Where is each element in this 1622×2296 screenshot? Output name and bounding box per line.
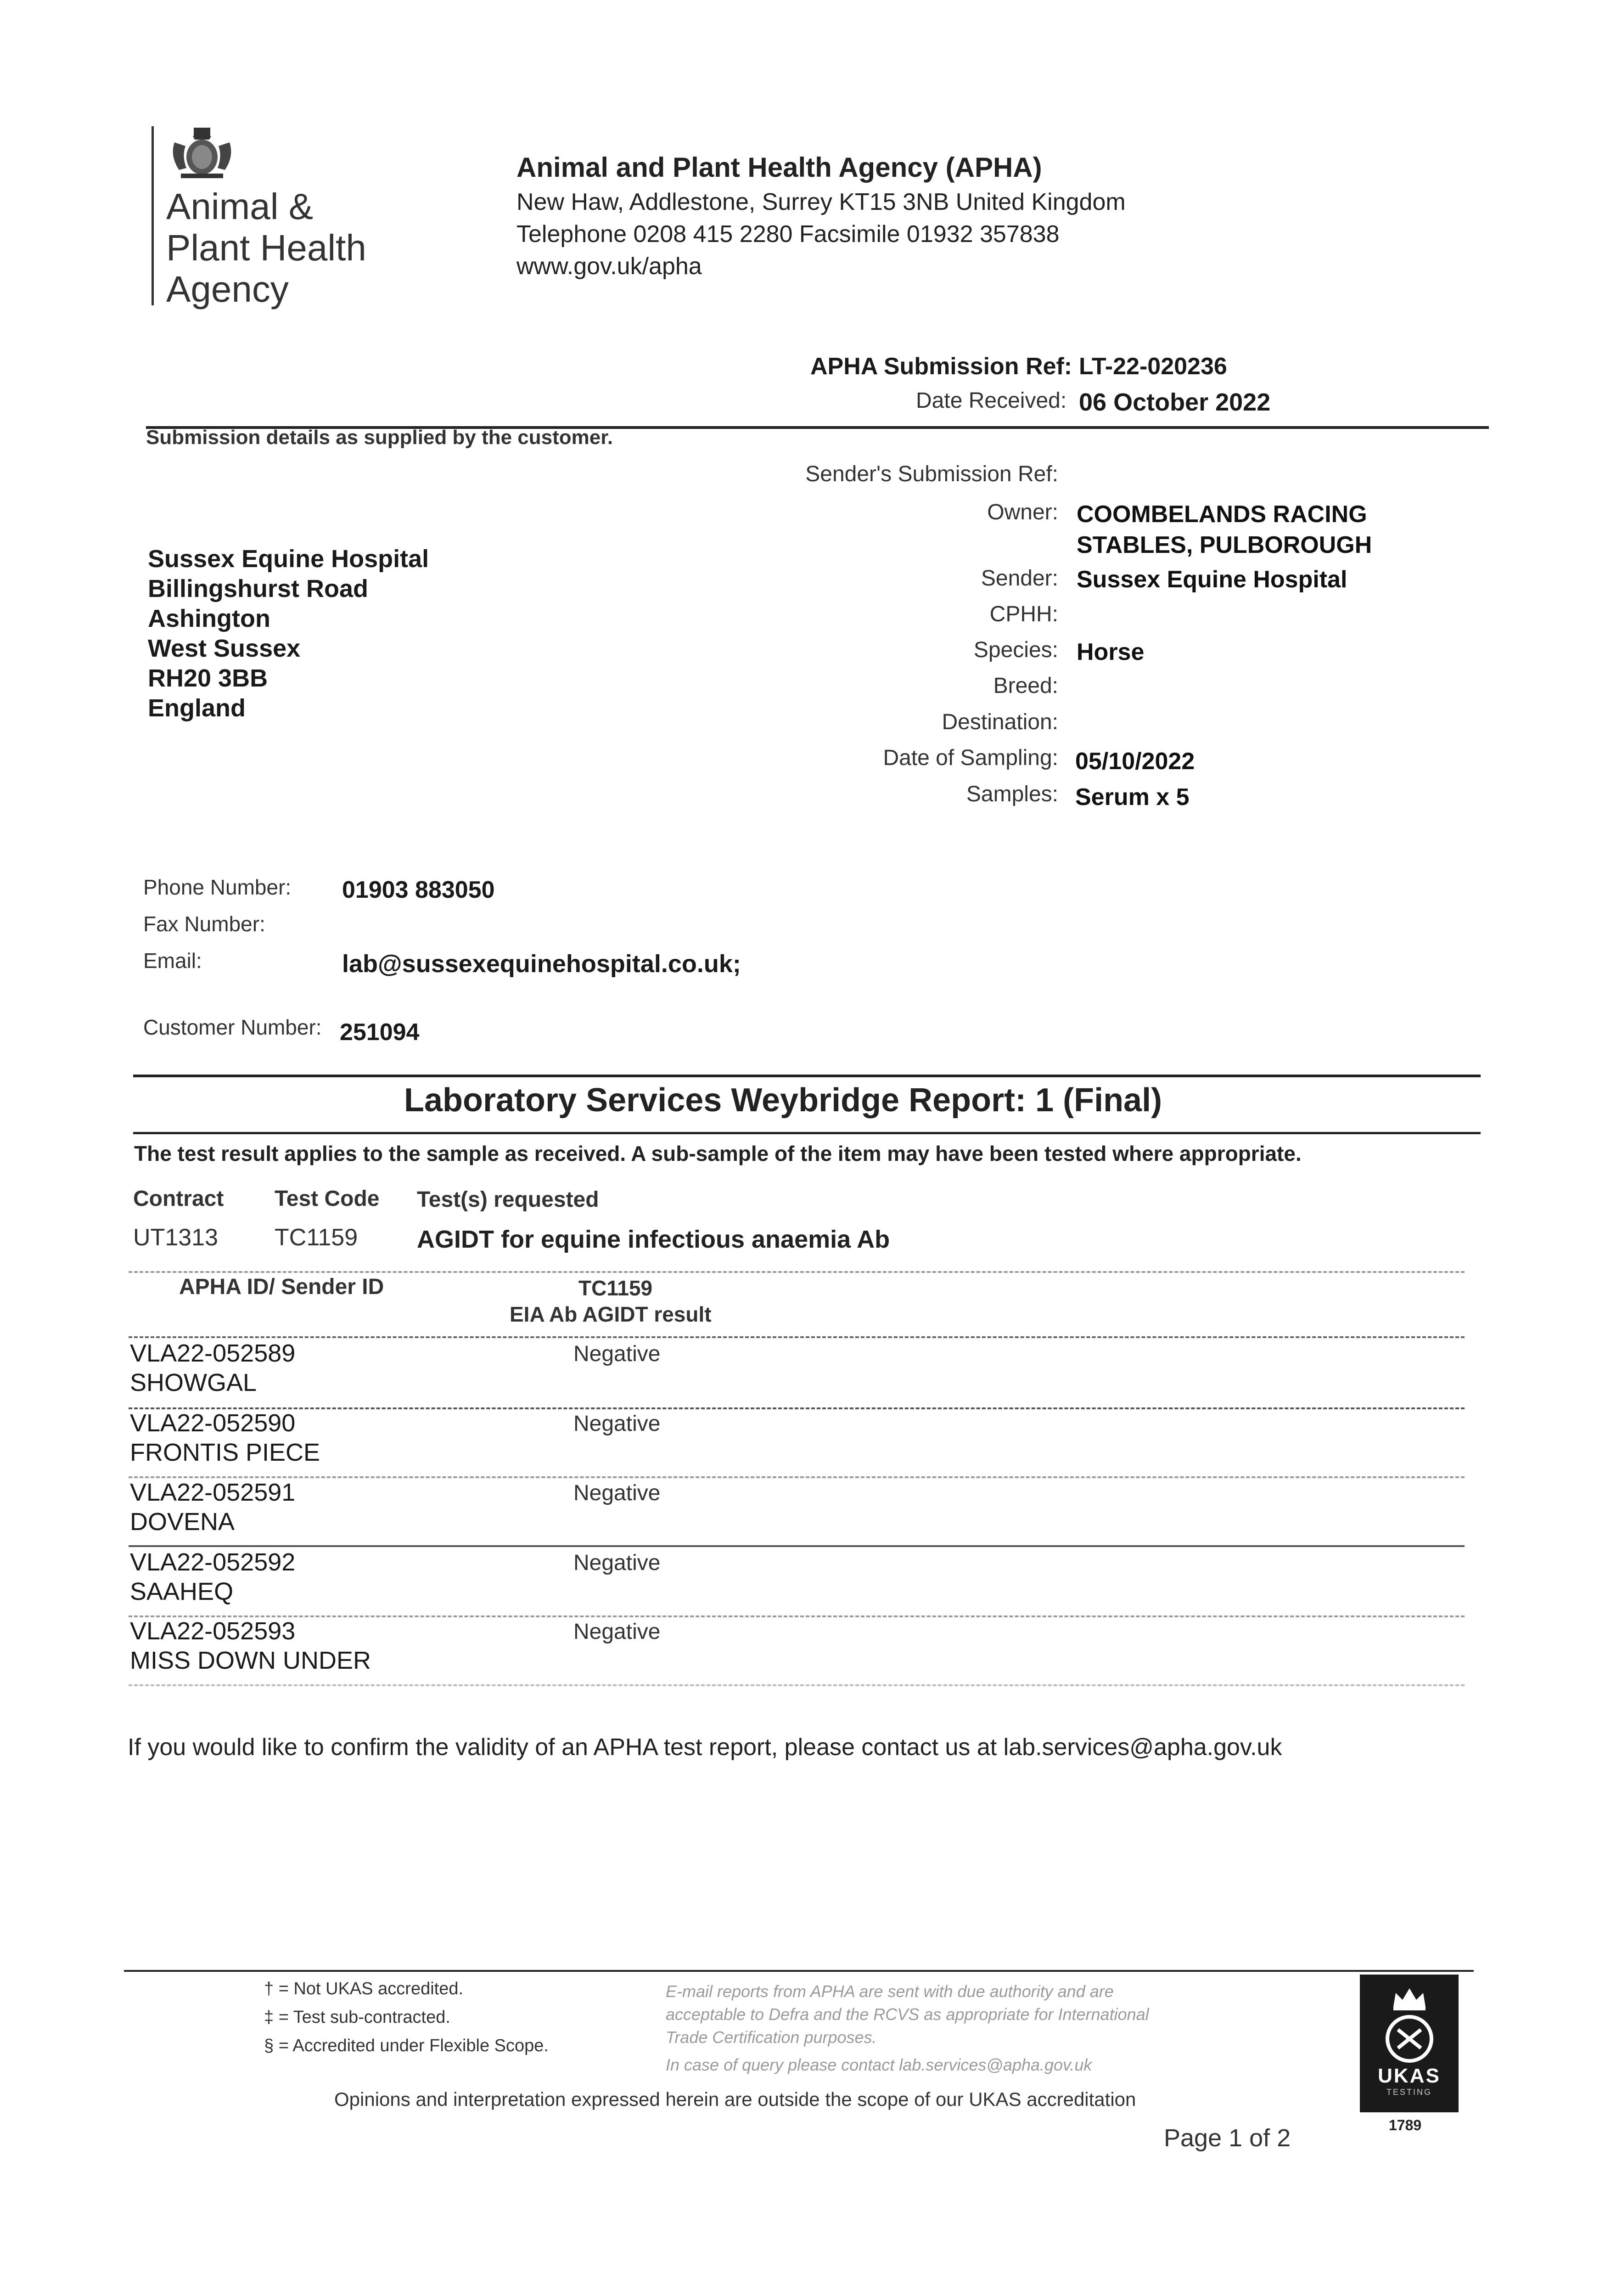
table-bottom-divider (129, 1684, 1465, 1686)
species-label: Species: (973, 638, 1058, 662)
date-of-sampling-value: 05/10/2022 (1075, 748, 1195, 775)
owner-value-2: STABLES, PULBOROUGH (1077, 532, 1372, 558)
contract-header: Contract (133, 1187, 224, 1211)
result-value: Negative (573, 1551, 661, 1575)
agency-website: www.gov.uk/apha (516, 253, 702, 280)
result-value: Negative (573, 1342, 661, 1366)
testcode-value: TC1159 (275, 1224, 358, 1251)
submission-ref-label: APHA Submission Ref: (810, 353, 1072, 380)
email-note-line-1: E-mail reports from APHA are sent with due authority and are (666, 1982, 1114, 2001)
table-row (130, 1616, 1466, 1683)
apha-id: VLA22-052591 (130, 1479, 296, 1506)
submission-ref-value: LT-22-020236 (1079, 353, 1227, 380)
tests-header: Test(s) requested (417, 1187, 599, 1212)
id-column-header: APHA ID/ Sender ID (179, 1275, 384, 1299)
logo-rule (152, 126, 154, 305)
validity-note: If you would like to confirm the validity of an APHA test report, please contact us at lab.services@apha.gov.uk (128, 1734, 1282, 1761)
apha-id: VLA22-052593 (130, 1617, 296, 1645)
agency-name: Animal and Plant Health Agency (APHA) (516, 152, 1042, 183)
table-row (130, 1408, 1466, 1475)
crown-icon (1360, 1984, 1459, 2014)
email-label: Email: (143, 949, 202, 973)
sender-value: Sussex Equine Hospital (1077, 566, 1347, 593)
breed-label: Breed: (993, 674, 1058, 698)
email-note-line-2: acceptable to Defra and the RCVS as appropriate for International (666, 2005, 1149, 2024)
date-received-label: Date Received: (916, 388, 1067, 413)
email-note-line-3: Trade Certification purposes. (666, 2028, 877, 2047)
email-value: lab@sussexequinehospital.co.uk; (342, 950, 741, 978)
date-received-value: 06 October 2022 (1079, 388, 1271, 416)
ukas-emblem-icon (1360, 2014, 1459, 2066)
footer-email-note (666, 1980, 1149, 2077)
page-number: Page 1 of 2 (1164, 2124, 1291, 2152)
address-line-5: RH20 3BB (148, 664, 268, 692)
cphh-label: CPHH: (989, 602, 1058, 626)
applies-note: The test result applies to the sample as received. A sub-sample of the item may have been tested where appropriate. (134, 1142, 1302, 1165)
result-value: Negative (573, 1481, 661, 1505)
email-note-line-4: In case of query please contact lab.services@apha.gov.uk (666, 2055, 1092, 2074)
phone-value: 01903 883050 (342, 877, 495, 903)
logo-line-2: Plant Health (166, 227, 366, 268)
address-line-6: England (148, 694, 246, 722)
result-column-header-name: EIA Ab AGIDT result (510, 1302, 712, 1326)
sender-id: SHOWGAL (130, 1369, 257, 1396)
sender-id: MISS DOWN UNDER (130, 1647, 371, 1674)
phone-label: Phone Number: (143, 875, 292, 899)
report-top-rule (133, 1075, 1481, 1077)
sender-label: Sender: (981, 566, 1058, 591)
table-row (130, 1478, 1466, 1544)
samples-label: Samples: (966, 782, 1058, 806)
testcode-header: Test Code (275, 1187, 380, 1211)
agency-block (516, 149, 1126, 282)
table-row (130, 1548, 1466, 1614)
destination-label: Destination: (942, 710, 1058, 734)
ukas-sub: TESTING (1386, 2088, 1432, 2097)
footer-key (264, 1975, 549, 2060)
result-value: Negative (573, 1412, 661, 1436)
row-divider (129, 1545, 1465, 1547)
apha-id: VLA22-052592 (130, 1548, 296, 1576)
owner-value-1: COOMBELANDS RACING (1077, 501, 1367, 528)
customer-address (148, 544, 429, 723)
tests-divider (129, 1271, 1465, 1273)
ukas-text: UKAS (1378, 2065, 1441, 2087)
table-row (130, 1339, 1466, 1405)
result-column-header-code: TC1159 (578, 1276, 653, 1300)
address-line-3: Ashington (148, 605, 270, 632)
royal-crest-icon (165, 124, 239, 184)
logo-line-3: Agency (166, 269, 289, 310)
samples-value: Serum x 5 (1075, 784, 1190, 810)
table-header-divider (129, 1336, 1465, 1338)
address-line-1: Sussex Equine Hospital (148, 545, 429, 573)
report-title: Laboratory Services Weybridge Report: 1 (Final) (404, 1082, 1162, 1119)
key-sub-contracted: ‡ = Test sub-contracted. (264, 2008, 450, 2027)
tests-value: AGIDT for equine infectious anaemia Ab (417, 1226, 890, 1253)
apha-id: VLA22-052590 (130, 1409, 296, 1437)
fax-label: Fax Number: (143, 912, 265, 936)
footer-rule (124, 1970, 1474, 1972)
contract-value: UT1313 (133, 1224, 218, 1251)
address-line-2: Billingshurst Road (148, 575, 369, 602)
sender-id: DOVENA (130, 1508, 235, 1536)
ukas-badge (1360, 1975, 1459, 2112)
ukas-note: Opinions and interpretation expressed herein are outside the scope of our UKAS accreditation (334, 2088, 1136, 2110)
key-flexible-scope: § = Accredited under Flexible Scope. (264, 2036, 549, 2055)
agency-telephone: Telephone 0208 415 2280 Facsimile 01932 357838 (516, 221, 1060, 248)
submission-details-note: Submission details as supplied by the customer. (146, 426, 613, 449)
sender-id: FRONTIS PIECE (130, 1439, 320, 1466)
species-value: Horse (1077, 639, 1145, 665)
key-not-accredited: † = Not UKAS accredited. (264, 1979, 464, 1998)
ukas-number: 1789 (1389, 2117, 1422, 2133)
customer-number-value: 251094 (340, 1019, 420, 1046)
owner-label: Owner: (987, 500, 1058, 524)
senders-ref-label: Sender's Submission Ref: (805, 462, 1058, 486)
report-bottom-rule (133, 1132, 1481, 1134)
logo-line-1: Animal & (166, 186, 314, 227)
agency-address: New Haw, Addlestone, Surrey KT15 3NB United Kingdom (516, 189, 1126, 215)
logo-wordmark (166, 186, 366, 310)
result-value: Negative (573, 1620, 661, 1644)
sender-id: SAAHEQ (130, 1578, 234, 1605)
date-of-sampling-label: Date of Sampling: (883, 746, 1058, 770)
address-line-4: West Sussex (148, 635, 301, 662)
customer-number-label: Customer Number: (143, 1015, 322, 1039)
apha-id: VLA22-052589 (130, 1339, 296, 1367)
